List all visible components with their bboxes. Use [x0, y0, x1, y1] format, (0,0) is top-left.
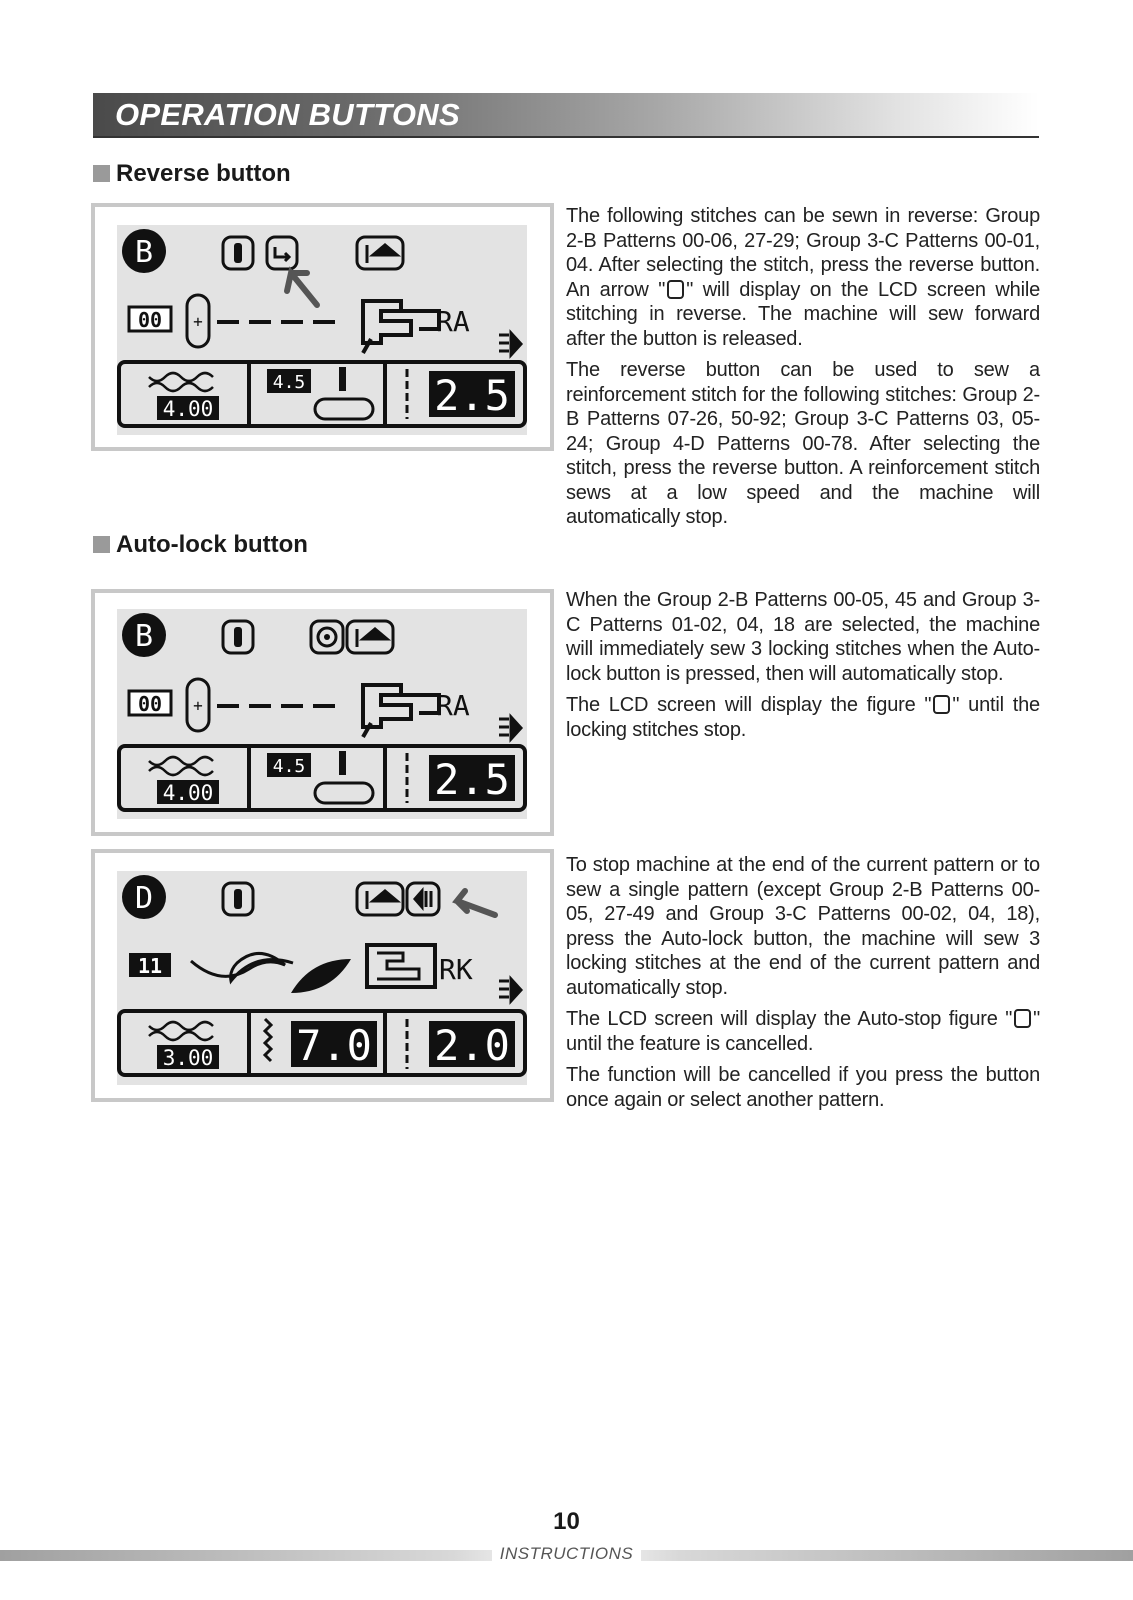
reverse-button-text	[566, 204, 1040, 537]
footer-label-text: INSTRUCTIONS	[492, 1544, 642, 1563]
heading-label: Reverse button	[116, 160, 291, 187]
reverse-arrow-icon	[667, 280, 684, 299]
lcd-width-preset: 4.5	[272, 372, 306, 393]
reverse-button-heading	[93, 160, 291, 188]
banner-title: OPERATION BUTTONS	[115, 97, 460, 132]
para-part: " until the feature is cancelled.	[566, 1008, 1040, 1055]
auto-stop-text	[566, 853, 1040, 1119]
auto-lock-button-text	[566, 588, 1040, 749]
auto-lock-button-heading	[93, 531, 308, 559]
para-part: The LCD screen will display the figure "	[566, 694, 932, 716]
lcd-pattern: 00	[137, 692, 163, 716]
page-number: 10	[553, 1508, 580, 1535]
lcd-group: D	[134, 881, 154, 916]
para-part: The following stitches can be sewn in reverse: Group 2-B Patterns 00-06, 27-29; Group 3-C Patterns 00-01, 04. After selecting the stitch, press the reverse button. An arrow "	[566, 205, 1040, 301]
needle-icon	[339, 751, 346, 775]
svg-text:+: +	[193, 312, 203, 331]
lcd-tension: 4.00	[162, 781, 214, 805]
lcd-group: B	[134, 619, 154, 654]
lcd-tension: 4.00	[162, 397, 214, 421]
lcd-screen-auto-lock	[95, 593, 550, 832]
lcd-length: 2.5	[434, 755, 510, 804]
para-part: The LCD screen will display the Auto-stop figure "	[566, 1008, 1013, 1030]
footer-label	[0, 1544, 1133, 1564]
paragraph: The function will be cancelled if you press the button once again or select another pattern.	[566, 1064, 1040, 1111]
lcd-foot: RA	[436, 689, 470, 722]
lcd-width-preset: 4.5	[272, 756, 306, 777]
para-part: " until the locking stitches stop.	[566, 694, 1040, 741]
svg-text:+: +	[193, 696, 203, 715]
paragraph: To stop machine at the end of the current pattern or to sew a single pattern (except Group 2-B Patterns 00-05, 27-49 and Group 3-C Patterns 00-02, 04, 18), press the Auto-lock button, the machine will sew 3 locking stitches at the end of the current pattern and automatically stop.	[566, 854, 1040, 999]
paragraph	[566, 204, 1040, 351]
lcd-width: 7.0	[296, 1021, 372, 1070]
para-part: " will display on the LCD screen while stitching in reverse. The machine will sew forward after the button is released.	[566, 278, 1041, 350]
lcd-tension: 3.00	[162, 1046, 214, 1070]
lcd-length: 2.5	[434, 371, 510, 420]
bullet-square-icon	[93, 536, 110, 553]
lcd-pattern: 00	[137, 308, 163, 332]
paragraph: The reverse button can be used to sew a reinforcement stitch for the following stitches: Group 2-B Patterns 07-26, 50-92; Group 3-C Patterns 03, 05-24; Group 4-D Patterns 00-78. After selecting the stitch, press the reverse button. A reinforcement stitch sews at a low speed and the machine will automatically stop.	[566, 359, 1040, 528]
lcd-screen-auto-stop	[95, 853, 550, 1098]
paragraph	[566, 693, 1040, 742]
lcd-panel-auto-stop	[91, 849, 554, 1102]
lcd-length: 2.0	[434, 1021, 510, 1070]
section-banner	[93, 93, 1039, 138]
lcd-foot: RA	[436, 305, 470, 338]
heading-label: Auto-lock button	[116, 531, 308, 558]
lcd-panel-reverse	[91, 203, 554, 451]
lcd-screen-reverse	[95, 207, 550, 447]
needle-icon	[339, 367, 346, 391]
lcd-panel-auto-lock	[91, 589, 554, 836]
bullet-square-icon	[93, 165, 110, 182]
lcd-pattern: 11	[137, 954, 163, 978]
auto-stop-icon	[1014, 1009, 1031, 1028]
lcd-foot: RK	[439, 953, 473, 986]
auto-lock-icon	[933, 695, 950, 714]
paragraph: When the Group 2-B Patterns 00-05, 45 and Group 3-C Patterns 01-02, 04, 18 are selected, the machine will immediately sew 3 locking stitches when the Auto-lock button is pressed, then will automatically stop.	[566, 589, 1040, 685]
lcd-group: B	[134, 235, 154, 270]
paragraph	[566, 1007, 1040, 1056]
